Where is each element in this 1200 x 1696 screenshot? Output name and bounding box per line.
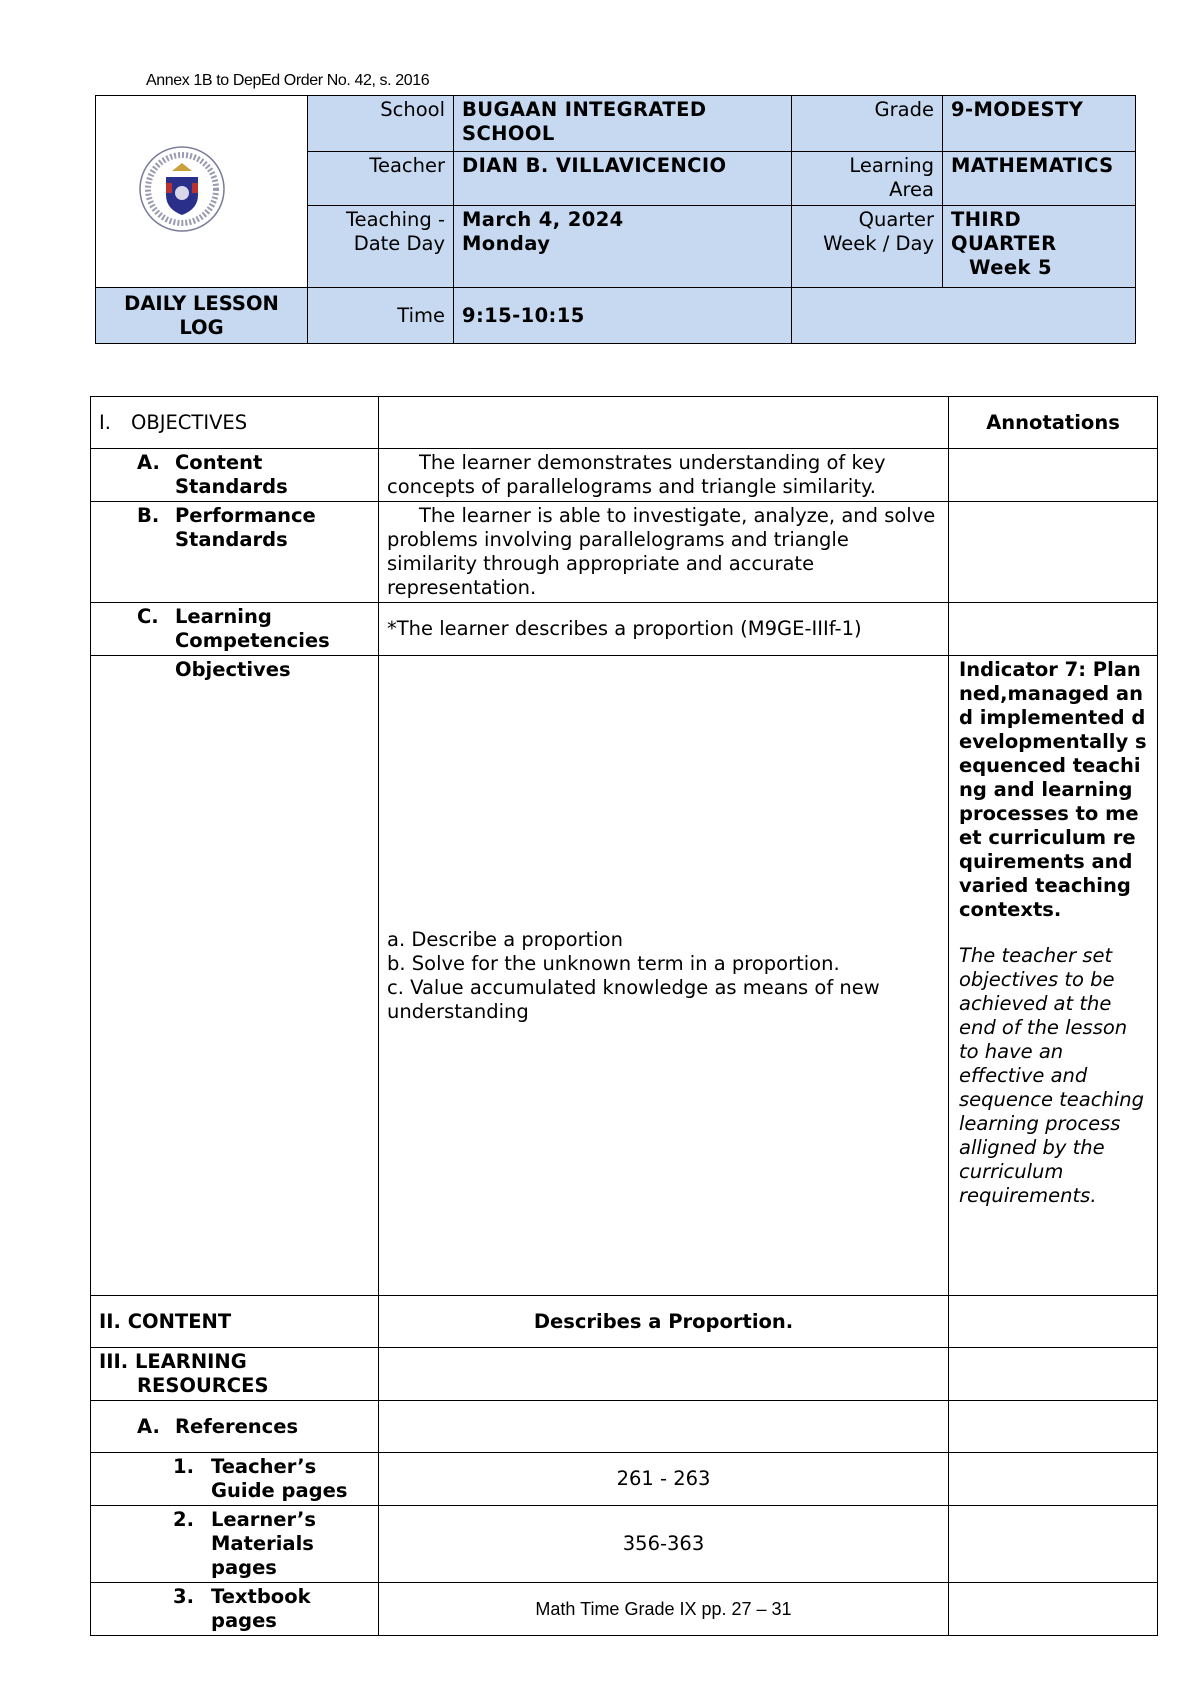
learning-competencies-annotation <box>949 603 1158 656</box>
learning-resources-annotation <box>949 1348 1158 1401</box>
learning-competencies-number: C. <box>137 605 159 628</box>
content-annotation <box>949 1296 1158 1348</box>
indicator-text: Indicator 7: Planned,managed and implemented developmentally sequenced teaching and learning processes to meet curriculum requirements and varied teaching contexts. <box>959 658 1147 921</box>
time-label: Time <box>308 288 454 344</box>
references-label: References <box>175 1414 299 1438</box>
teachers-guide-annotation <box>949 1453 1158 1506</box>
learners-materials-label: Learner’s Materials pages <box>211 1508 316 1579</box>
annotations-heading: Annotations <box>949 397 1158 449</box>
objectives-label-cell: Objectives <box>91 656 379 1296</box>
learners-materials-number: 2. <box>173 1508 194 1531</box>
lesson-log-table <box>90 396 1158 1636</box>
objective-b: b. Solve for the unknown term in a proportion. <box>387 951 840 975</box>
objectives-empty <box>379 397 949 449</box>
deped-seal-cell <box>96 96 308 288</box>
content-standards-annotation <box>949 449 1158 502</box>
teachers-guide-pages: 261 - 263 <box>379 1453 949 1506</box>
teachers-guide-number: 1. <box>173 1455 194 1478</box>
objective-a: a. Describe a proportion <box>387 927 623 951</box>
references-label-cell <box>91 1401 379 1453</box>
content-standards-label: Content Standards <box>175 451 288 498</box>
learning-area-value: MATHEMATICS <box>943 152 1136 206</box>
performance-standards-annotation <box>949 502 1158 603</box>
week-text: Week 5 <box>969 256 1052 279</box>
learners-materials-pages: 356-363 <box>379 1506 949 1583</box>
grade-label: Grade <box>792 96 943 152</box>
textbook-annotation <box>949 1583 1158 1636</box>
textbook-number: 3. <box>173 1585 194 1608</box>
content-value: Describes a Proportion. <box>379 1296 949 1348</box>
deped-seal-icon <box>136 143 228 235</box>
learning-area-label: Learning Area <box>792 152 943 206</box>
learning-resources-empty <box>379 1348 949 1401</box>
performance-standards-label: Performance Standards <box>175 504 316 551</box>
day-text: Monday <box>462 232 551 255</box>
empty-header-cell <box>792 288 1136 344</box>
performance-standards-text: The learner is able to investigate, analyze, and solve problems involving parallelograms and triangle similarity through appropriate and accurate representation. <box>379 502 949 603</box>
time-value: 9:15-10:15 <box>454 288 792 344</box>
daily-lesson-log-title: DAILY LESSON LOG <box>96 288 308 344</box>
content-standards-number: A. <box>137 451 160 474</box>
textbook-pages: Math Time Grade IX pp. 27 – 31 <box>379 1583 949 1636</box>
content-heading: II. CONTENT <box>91 1296 379 1348</box>
textbook-label-cell <box>91 1583 379 1636</box>
annex-reference: Annex 1B to DepEd Order No. 42, s. 2016 <box>146 72 430 89</box>
objectives-heading <box>91 397 379 449</box>
learning-resources-label: III. LEARNING RESOURCES <box>99 1350 269 1397</box>
performance-standards-number: B. <box>137 504 160 527</box>
teaching-date-value <box>454 206 792 288</box>
references-annotation <box>949 1401 1158 1453</box>
objectives-number: I. <box>99 410 111 434</box>
teachers-guide-label-cell <box>91 1453 379 1506</box>
learning-resources-heading <box>91 1348 379 1401</box>
learners-materials-label-cell <box>91 1506 379 1583</box>
learning-competencies-label-cell <box>91 603 379 656</box>
textbook-label: Textbook pages <box>211 1585 311 1632</box>
references-empty <box>379 1401 949 1453</box>
school-label: School <box>308 96 454 152</box>
content-standards-label-cell <box>91 449 379 502</box>
date-text: March 4, 2024 <box>462 208 624 231</box>
teachers-guide-label: Teacher’s Guide pages <box>211 1455 348 1502</box>
objectives-list <box>379 656 949 1296</box>
teaching-date-label: Teaching - Date Day <box>308 206 454 288</box>
references-number: A. <box>137 1414 160 1438</box>
performance-standards-label-cell <box>91 502 379 603</box>
quarter-label: Quarter Week / Day <box>792 206 943 288</box>
quarter-text: THIRD QUARTER <box>951 208 1057 255</box>
teacher-label: Teacher <box>308 152 454 206</box>
grade-value: 9-MODESTY <box>943 96 1136 152</box>
header-table <box>95 95 1136 344</box>
learning-competencies-text: *The learner describes a proportion (M9GE-IIIf-1) <box>379 603 949 656</box>
school-value: BUGAAN INTEGRATED SCHOOL <box>454 96 792 152</box>
learning-competencies-label: Learning Competencies <box>175 605 330 652</box>
objectives-label: OBJECTIVES <box>131 410 248 434</box>
teacher-value: DIAN B. VILLAVICENCIO <box>454 152 792 206</box>
content-standards-text: The learner demonstrates understanding of key concepts of parallelograms and triangle similarity. <box>379 449 949 502</box>
quarter-value <box>943 206 1136 288</box>
objective-c: c. Value accumulated knowledge as means of new understanding <box>387 975 880 1023</box>
learners-materials-annotation <box>949 1506 1158 1583</box>
indicator-note: The teacher set objectives to be achieved at the end of the lesson to have an effective and sequence teaching learning process alligned by the curriculum requirements. <box>959 944 1144 1207</box>
indicator-annotation <box>949 656 1158 1296</box>
